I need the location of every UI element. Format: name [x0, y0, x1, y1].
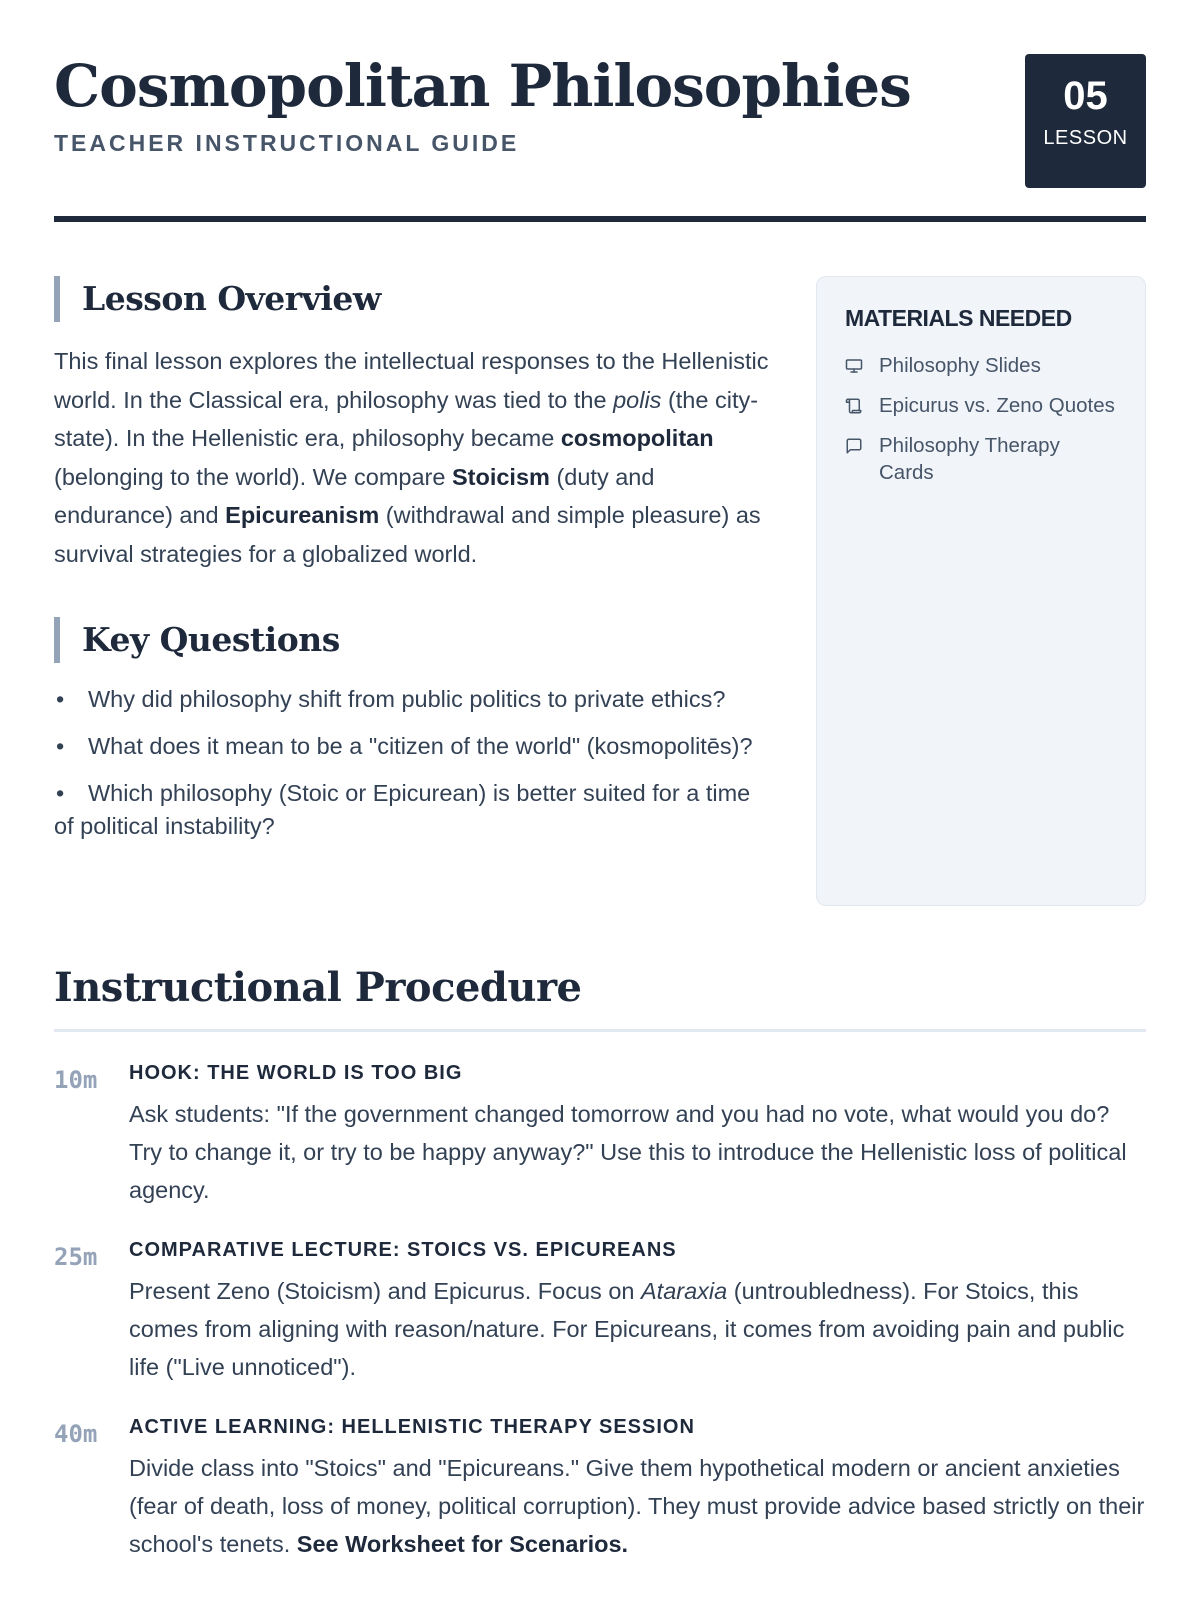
step-time: 25m [54, 1243, 98, 1271]
step-text-part: Present Zeno (Stoicism) and Epicurus. Focus on [129, 1278, 641, 1304]
overview-heading: Lesson Overview [54, 276, 774, 322]
bullet-icon: • [56, 780, 65, 806]
lesson-label: LESSON [1043, 127, 1128, 149]
overview-text-4: (duty and endurance) and [54, 463, 655, 528]
overview-term-epicureanism: Epicureanism [225, 502, 380, 528]
key-question-item [54, 777, 774, 843]
step-time: 40m [54, 1420, 98, 1448]
step-time: 10m [54, 1066, 98, 1094]
key-questions-list [54, 683, 774, 843]
overview-paragraph [54, 342, 774, 573]
key-question-text: Why did philosophy shift from public politics to private ethics? [88, 686, 726, 712]
overview-term-cosmopolitan: cosmopolitan [560, 425, 714, 451]
overview-term-stoicism: Stoicism [451, 463, 550, 490]
step-term-ataraxia: Ataraxia [641, 1278, 728, 1304]
main-column [54, 276, 774, 857]
bullet-icon: • [56, 733, 65, 759]
page-title: Cosmopolitan Philosophies [54, 52, 911, 120]
materials-title: MATERIALS NEEDED [845, 305, 1072, 331]
material-label: Epicurus vs. Zeno Quotes [879, 394, 1115, 417]
step-title: HOOK: THE WORLD IS TOO BIG [129, 1062, 463, 1084]
procedure-step [54, 1062, 1146, 1209]
materials-panel [816, 276, 1146, 906]
bullet-icon: • [56, 686, 65, 712]
overview-text-1: This final lesson explores the intellectual responses to the Hellenistic world. In the Classical era, philosophy was tied to the [54, 348, 769, 413]
step-text-part: (untroubledness). For Stoics, this comes from aligning with reason/nature. For Epicureans, it comes from avoiding pain and public life ("Live unnoticed"). [129, 1278, 1125, 1380]
overview-text-5: (withdrawal and simple pleasure) as survival strategies for a globalized world. [54, 502, 761, 567]
material-item [845, 432, 1117, 486]
procedure-section [54, 964, 1146, 1563]
procedure-step [54, 1416, 1146, 1563]
step-text-part: Divide class into "Stoics" and "Epicureans." Give them hypothetical modern or ancient anxieties (fear of death, loss of money, political corruption). They must provide advice based strictly on their school's tenets. [129, 1455, 1145, 1557]
key-question-text: What does it mean to be a "citizen of the world" (kosmopolitēs)? [88, 733, 753, 759]
step-title: COMPARATIVE LECTURE: STOICS VS. EPICUREANS [129, 1239, 677, 1261]
page-header [54, 0, 1146, 222]
step-title: ACTIVE LEARNING: HELLENISTIC THERAPY SESSION [129, 1416, 695, 1438]
message-square-icon [845, 437, 863, 455]
material-label: Philosophy Therapy Cards [879, 434, 1060, 484]
presentation-icon [845, 357, 863, 375]
material-item [845, 392, 1117, 419]
step-text [129, 1272, 1146, 1386]
step-text: Ask students: "If the government changed tomorrow and you had no vote, what would you do? Try to change it, or try to be happy anyway?" Use this to introduce the Hellenistic loss of political agency. [129, 1101, 1127, 1203]
material-label: Philosophy Slides [879, 354, 1041, 377]
lesson-number: 05 [1063, 74, 1108, 118]
overview-text-2: (the city-state). In the Hellenistic era, philosophy became [54, 386, 759, 451]
key-question-item [54, 730, 774, 763]
overview-text-3: (belonging to the world). We compare [54, 463, 452, 490]
step-text [129, 1449, 1146, 1563]
overview-term-polis: polis [613, 386, 662, 413]
material-item [845, 352, 1117, 379]
scroll-icon [845, 397, 863, 415]
procedure-step [54, 1239, 1146, 1386]
key-questions-heading: Key Questions [54, 617, 774, 663]
key-question-item [54, 683, 774, 716]
lesson-badge [1025, 54, 1146, 188]
materials-list [845, 352, 1117, 486]
worksheet-reference: See Worksheet for Scenarios. [296, 1531, 629, 1557]
key-question-text: Which philosophy (Stoic or Epicurean) is better suited for a time of political instability? [54, 780, 751, 839]
page-subtitle: TEACHER INSTRUCTIONAL GUIDE [54, 130, 520, 156]
procedure-heading: Instructional Procedure [54, 964, 1146, 1032]
